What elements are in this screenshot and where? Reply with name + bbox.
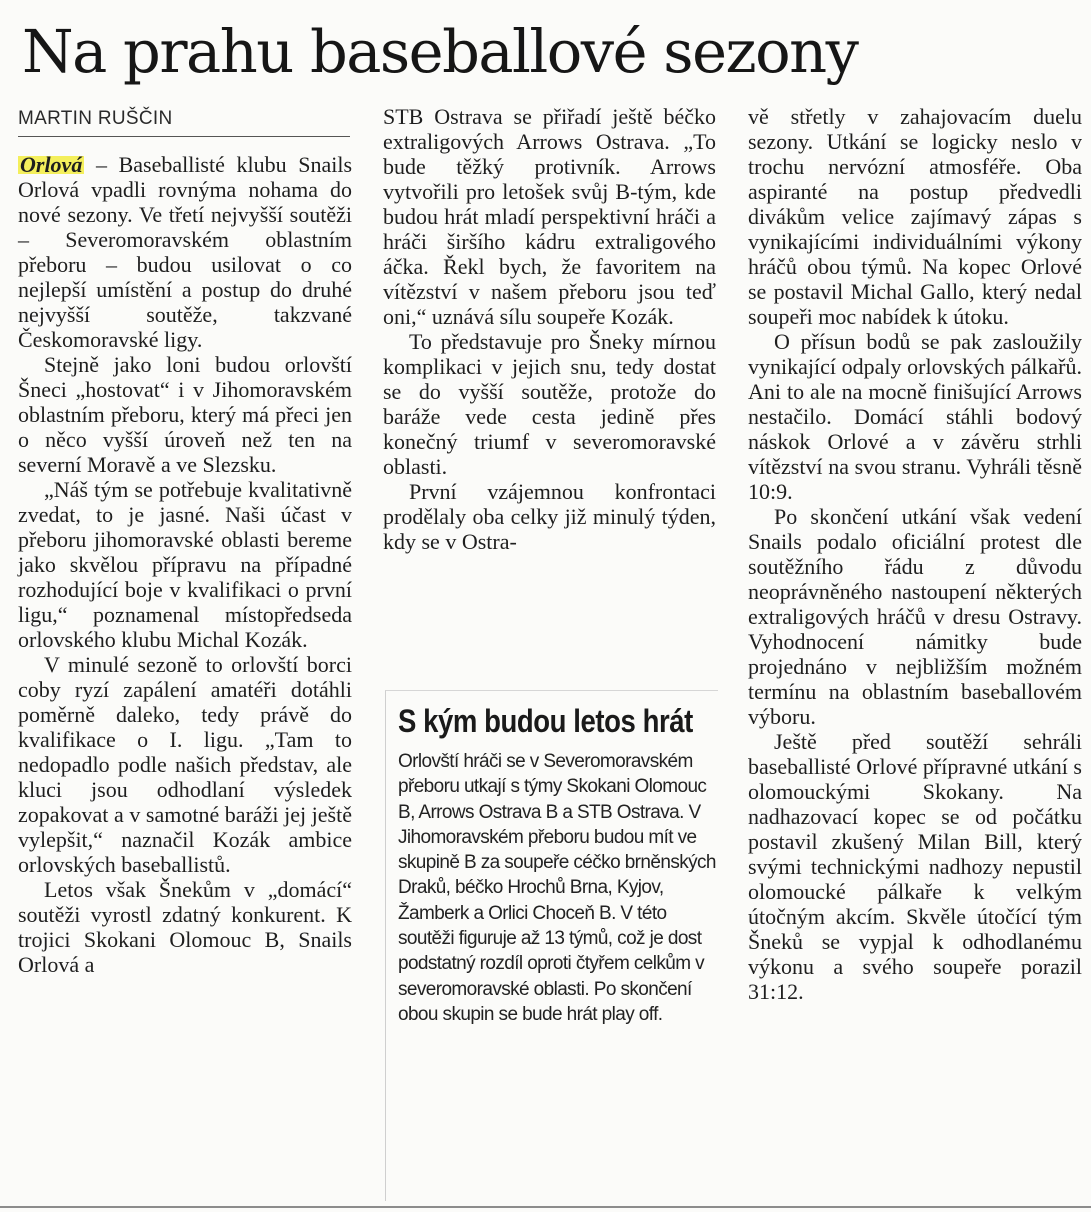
article-column-2 bbox=[383, 104, 716, 554]
paragraph: Ještě před soutěží sehráli baseballisté Orlové přípravné utkání s olomouckými Skokany. Na nadhazovací kopec se od počátku postavil zkušený Milan Bill, který svými technickými nadhozy nepustil olomoucké pálkaře k velkým útočným akcím. Skvěle útočící tým Šneků se vypjal k odhodlanému výkonu a svého soupeře porazil 31:12. bbox=[748, 729, 1082, 1004]
paragraph: Po skončení utkání však vedení Snails podalo oficiální protest dle soutěžního řádu z důvodu neoprávněného nastoupení některých extraligových hráčů v dresu Ostravy. Vyhodnocení námitky bude projednáno v nejbližším možném termínu na oblastním baseballovém výboru. bbox=[748, 504, 1082, 729]
paragraph: Letos však Šnekům v „domácí“ soutěži vyrostl zdatný konkurent. K trojici Skokani Olomouc B, Snails Orlová a bbox=[18, 877, 352, 977]
bottom-rule bbox=[0, 1206, 1091, 1208]
paragraph: O přísun bodů se pak zasloužily vynikající odpaly orlovských pálkařů. Ani to ale na mocně finišující Arrows nestačilo. Domácí stáhli bodový náskok Orlové a v závěru strhli vítězství na svou stranu. Vyhráli těsně 10:9. bbox=[748, 329, 1082, 504]
article-column-1 bbox=[18, 152, 352, 977]
paragraph: vě střetly v zahajovacím duelu sezony. Utkání se logicky neslo v trochu nervózní atmosféře. Oba aspiranté na postup předvedli divákům velice zajímavý zápas s vynikajícími individuálními výkony hráčů obou týmů. Na kopec Orlové se postavil Michal Gallo, který nedal soupeři moc nabídek k útoku. bbox=[748, 104, 1082, 329]
paragraph: „Náš tým se potřebuje kvalitativně zvedat, to je jasné. Naši účast v přeboru jihomoravské oblasti bereme jako skvělou přípravu na případné rozhodující boje v kvalifikaci o první ligu,“ poznamenal místopředseda orlovského klubu Michal Kozák. bbox=[18, 477, 352, 652]
author-byline: MARTIN RUŠČIN bbox=[18, 108, 350, 137]
article-headline: Na prahu baseballové sezony bbox=[22, 17, 858, 86]
paragraph: V minulé sezoně to orlovští borci coby ryzí zapálení amatéři dotáhli poměrně daleko, tedy právě do kvalifikace o I. ligu. „Tam to nedopadlo podle našich představ, ale kluci jsou odhodlaní výsledek zopakovat a v samotné baráži jej ještě vylepšit,“ naznačil Kozák ambice orlovských baseballistů. bbox=[18, 652, 352, 877]
paragraph: STB Ostrava se přiřadí ještě béčko extraligových Arrows Ostrava. „To bude těžký protivník. Arrows vytvořili pro letošek svůj B-tým, kde budou hrát mladí perspektivní hráči a hráči širšího kádru extraligového áčka. Řekl bych, že favoritem na vítězství v našem přeboru jsou teď oni,“ uznává sílu soupeře Kozák. bbox=[383, 104, 716, 329]
paragraph: První vzájemnou konfrontaci prodělaly oba celky již minulý týden, kdy se v Ostra- bbox=[383, 479, 716, 554]
sidebar-title: S kým budou letos hrát bbox=[398, 703, 693, 739]
lead-text: – Baseballisté klubu Snails Orlová vpadli rovnýma nohama do nové sezony. Ve třetí nejvyšší soutěži – Severomoravském oblastním přeboru – budou usilovat o co nejlepší umístění a postup do druhé nejvyšší soutěže, takzvané Českomoravské ligy. bbox=[18, 152, 352, 352]
sidebar-text: Orlovští hráči se v Severomoravském přeboru utkají s týmy Skokani Olomouc B, Arrows Ostrava B a STB Ostrava. V Jihomoravském přeboru budou mít ve skupině B za soupeře céčko brněnských Draků, béčko Hrochů Brna, Kyjov, Žamberk a Orlici Choceň B. V této soutěži figuruje až 13 týmů, což je dost podstatný rozdíl oproti čtyřem celkům v severomoravské oblasti. Po skončení obou skupin se bude hrát play off. bbox=[398, 751, 716, 1025]
dateline-highlighted: Orlová bbox=[20, 152, 83, 177]
paragraph: Stejně jako loni budou orlovští Šneci „hostovat“ i v Jihomoravském oblastním přeboru, který má přeci jen o něco vyšší úroveň než ten na severní Moravě a ve Slezsku. bbox=[18, 352, 352, 477]
paragraph: To představuje pro Šneky mírnou komplikaci v jejich snu, tedy dostat se do vyšší soutěže, protože do baráže vede cesta jedině přes konečný triumf v severomoravské oblasti. bbox=[383, 329, 716, 479]
sidebar-box bbox=[385, 690, 718, 1201]
article-column-3 bbox=[748, 104, 1082, 1004]
lead-paragraph bbox=[18, 152, 352, 352]
